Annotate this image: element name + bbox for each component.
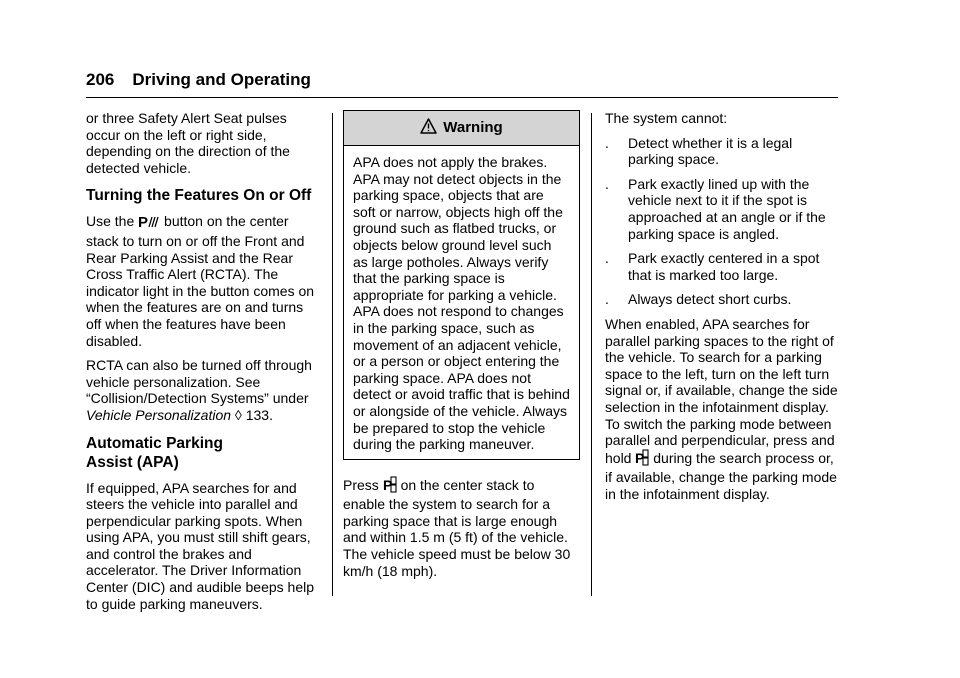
section-title: Driving and Operating xyxy=(132,70,311,89)
heading-apa-line2: Assist (APA) xyxy=(86,453,179,471)
column-divider-2 xyxy=(591,113,592,596)
page-ref-icon: ◊ xyxy=(234,406,242,423)
column-left xyxy=(86,110,322,620)
list-item xyxy=(605,176,841,242)
heading-turning-features: Turning the Features On or Off xyxy=(86,187,312,205)
warning-text: APA does not apply the brakes. APA may not detect objects in the parking space, objects that are soft or narrow, objects high off the ground such as flatbed trucks, or objects below ground level such as large potholes. Always verify that the parking space is appropriate for parking a vehicle. APA does not respond to changes in the parking space, such as movement of an adjacent vehicle, or a person or object entering the parking space. APA does not detect or avoid traffic that is behind or alongside of the vehicle. Always be prepared to stop the vehicle during the parking maneuver. xyxy=(353,154,570,453)
paragraph-use-button xyxy=(86,213,322,349)
warning-triangle-icon xyxy=(420,118,437,139)
list-item xyxy=(605,291,841,308)
paragraph-apa-search xyxy=(605,316,841,503)
list-item-text: Detect whether it is a legal parking space. xyxy=(628,134,793,168)
text-button-description: button on the center stack to turn on or off the Front and Rear Parking Assist and the Rear Cross Traffic Alert (RCTA). The indicator light in the button comes on when the features are on and turns off when the features have been disabled. xyxy=(86,213,315,349)
bullet-marker: . xyxy=(605,134,609,151)
text-use-the: Use the xyxy=(86,213,135,230)
text-apa-search-end: during the search process or, if available, change the parking mode in the infotainment display. xyxy=(605,449,837,502)
heading-apa xyxy=(86,434,322,472)
page-ref-number[interactable]: 133 xyxy=(245,406,270,423)
link-vehicle-personalization[interactable]: Vehicle Personalization xyxy=(86,406,232,423)
parking-assist-icon xyxy=(138,213,160,233)
paragraph-seat-pulses: or three Safety Alert Seat pulses occur on the left or right side, depending on the direction of the detected vehicle. xyxy=(86,110,290,176)
header-rule xyxy=(86,97,838,98)
apa-button-icon xyxy=(635,449,649,470)
text-rcta: RCTA can also be turned off through vehicle personalization. See “Collision/Detection Systems” under xyxy=(86,357,312,407)
column-divider-1 xyxy=(332,113,333,596)
page-header xyxy=(86,70,838,90)
paragraph-rcta xyxy=(86,357,322,423)
apa-button-icon xyxy=(383,476,397,497)
paragraph-press-apa xyxy=(343,476,580,580)
paragraph-apa-description: If equipped, APA searches for and steers the vehicle into parallel and perpendicular parking spots. When using APA, you must still shift gears, and control the brakes and accelerator. The Driver Information Center (DIC) and audible beeps help to guide parking maneuvers. xyxy=(86,479,315,612)
warning-title: Warning xyxy=(443,118,503,136)
warning-box xyxy=(343,110,580,460)
heading-apa-line1: Automatic Parking xyxy=(86,434,223,452)
bullet-marker: . xyxy=(605,250,609,267)
text-period: . xyxy=(269,406,273,423)
list-item xyxy=(605,135,841,168)
list-item-text: Park exactly lined up with the vehicle next to it if the spot is approached at an angle or if the parking space is angled. xyxy=(628,175,826,242)
svg-text:P: P xyxy=(138,214,149,230)
svg-text:P: P xyxy=(635,449,645,466)
text-apa-search: When enabled, APA searches for parallel parking spaces to the right of the vehicle. To search for a parking space to the left, turn on the left turn signal or, if available, change the side selection in the infotainment display. To switch the parking mode between parallel and perpendicular, press and hold xyxy=(605,315,838,466)
warning-header xyxy=(344,111,579,146)
bullet-marker: . xyxy=(605,291,609,308)
svg-text:P: P xyxy=(382,476,393,493)
page-number: 206 xyxy=(86,70,115,89)
text-press-description: on the center stack to enable the system to search for a parking space that is large enough and within 1.5 m (5 ft) of the vehicle. The vehicle speed must be below 30 km/h (18 mph). xyxy=(343,476,571,579)
list-item-text: Always detect short curbs. xyxy=(628,291,792,308)
list-item xyxy=(605,250,841,283)
bullet-marker: . xyxy=(605,175,609,192)
text-system-cannot: The system cannot: xyxy=(605,110,728,126)
column-middle xyxy=(343,110,580,587)
list-item-text: Park exactly centered in a spot that is marked too large. xyxy=(628,250,820,283)
column-right xyxy=(605,110,841,510)
text-press: Press xyxy=(343,476,379,493)
